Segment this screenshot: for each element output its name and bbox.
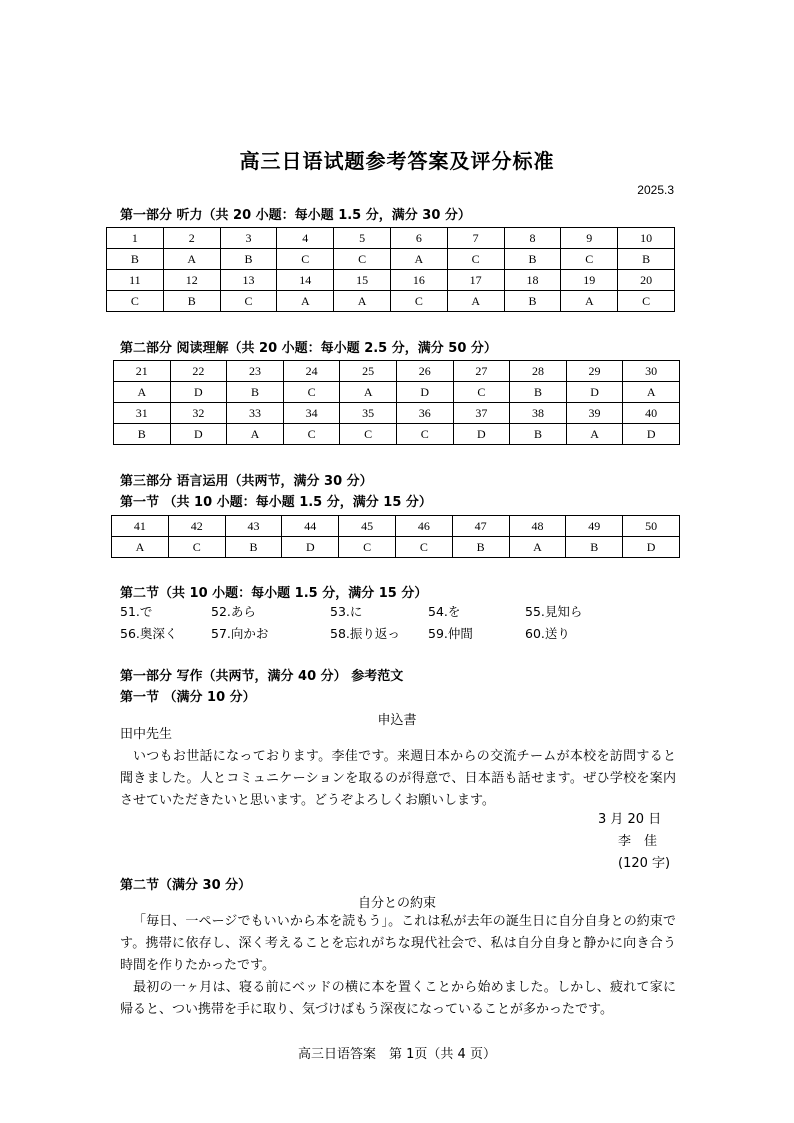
answer-cell: C: [220, 291, 277, 312]
question-number-cell: 29: [566, 361, 623, 382]
question-number-cell: 1: [107, 228, 164, 249]
question-number-cell: 3: [220, 228, 277, 249]
question-number-cell: 8: [504, 228, 561, 249]
question-number-cell: 24: [283, 361, 340, 382]
question-number-cell: 22: [170, 361, 227, 382]
question-number-cell: 41: [112, 516, 169, 537]
question-number-cell: 26: [396, 361, 453, 382]
answer-cell: A: [566, 424, 623, 445]
answer-cell: C: [340, 424, 397, 445]
question-number-row: [107, 270, 675, 291]
question-number-cell: 13: [220, 270, 277, 291]
exam-date: 2025.3: [637, 183, 674, 197]
question-number-cell: 2: [163, 228, 220, 249]
answer-cell: C: [447, 249, 504, 270]
answer-cell: A: [390, 249, 447, 270]
question-number-cell: 12: [163, 270, 220, 291]
question-number-cell: 20: [618, 270, 675, 291]
question-number-cell: 34: [283, 403, 340, 424]
answer-cell: D: [623, 537, 680, 558]
question-number-cell: 37: [453, 403, 510, 424]
question-number-cell: 9: [561, 228, 618, 249]
answer-cell: B: [510, 382, 567, 403]
answer-cell: C: [283, 424, 340, 445]
part3-heading: 第三部分 语言运用（共两节，满分 30 分）: [120, 474, 373, 489]
page-footer: 高三日语答案 第 1页（共 4 页）: [298, 1047, 496, 1062]
fill-answer: 51.で: [120, 604, 153, 619]
question-number-cell: 23: [227, 361, 284, 382]
essay-paragraph-1: 「毎日、一ページでもいいから本を読もう」。これは私が去年の誕生日に自分自身との約束です。携帯に依存し、深く考えることを忘れがちな現代社会で、私は自分自身と静かに向き合う時間を作りたかったです。: [120, 914, 676, 973]
answer-cell: A: [623, 382, 680, 403]
answer-cell: A: [561, 291, 618, 312]
answer-cell: B: [504, 291, 561, 312]
answer-row: [114, 382, 680, 403]
question-number-cell: 16: [390, 270, 447, 291]
part3-section2-heading: 第二节（共 10 小题：每小题 1.5 分，满分 15 分）: [120, 586, 428, 601]
answer-cell: C: [390, 291, 447, 312]
fill-answer: 60.送り: [525, 626, 570, 641]
writing-section2-heading: 第二节（满分 30 分）: [120, 878, 252, 893]
question-number-cell: 50: [623, 516, 680, 537]
answer-cell: D: [566, 382, 623, 403]
answer-cell: C: [453, 382, 510, 403]
fill-answer: 59.仲間: [428, 626, 473, 641]
answer-cell: B: [566, 537, 623, 558]
letter-word-count: (120 字): [618, 856, 671, 871]
answer-cell: C: [283, 382, 340, 403]
part3-answer-table: [111, 515, 680, 558]
answer-cell: C: [396, 424, 453, 445]
fill-answer: 53.に: [330, 604, 363, 619]
answer-cell: A: [112, 537, 169, 558]
question-number-row: [114, 361, 680, 382]
question-number-cell: 35: [340, 403, 397, 424]
answer-cell: C: [107, 291, 164, 312]
question-number-row: [107, 228, 675, 249]
answer-cell: C: [334, 249, 391, 270]
question-number-cell: 36: [396, 403, 453, 424]
answer-cell: D: [170, 424, 227, 445]
question-number-cell: 44: [282, 516, 339, 537]
answer-cell: D: [623, 424, 680, 445]
letter-signature: 李 佳: [618, 834, 658, 849]
letter-body: [120, 746, 676, 812]
question-number-cell: 27: [453, 361, 510, 382]
question-number-cell: 18: [504, 270, 561, 291]
answer-cell: C: [339, 537, 396, 558]
question-number-cell: 40: [623, 403, 680, 424]
answer-row: [112, 537, 680, 558]
question-number-cell: 10: [618, 228, 675, 249]
answer-cell: B: [452, 537, 509, 558]
question-number-cell: 38: [510, 403, 567, 424]
answer-cell: A: [340, 382, 397, 403]
letter-date: 3 月 20 日: [598, 812, 662, 827]
question-number-row: [112, 516, 680, 537]
question-number-cell: 31: [114, 403, 171, 424]
question-number-cell: 5: [334, 228, 391, 249]
answer-cell: D: [396, 382, 453, 403]
essay-paragraph-2: 最初の一ヶ月は、寝る前にベッドの横に本を置くことから始めました。しかし、疲れて家に帰ると、つい携帯を手に取り、気づけばもう深夜になっていることが多かったです。: [120, 980, 676, 1017]
fill-answer: 57.向かお: [211, 626, 269, 641]
part2-heading: 第二部分 阅读理解（共 20 小题：每小题 2.5 分，满分 50 分）: [120, 341, 497, 356]
writing-heading: 第一部分 写作（共两节，满分 40 分） 参考范文: [120, 669, 404, 684]
answer-cell: A: [163, 249, 220, 270]
question-number-cell: 19: [561, 270, 618, 291]
answer-cell: D: [453, 424, 510, 445]
question-number-cell: 45: [339, 516, 396, 537]
answer-cell: D: [282, 537, 339, 558]
answer-cell: A: [509, 537, 566, 558]
answer-row: [114, 424, 680, 445]
answer-cell: C: [618, 291, 675, 312]
answer-cell: B: [163, 291, 220, 312]
answer-row: [107, 249, 675, 270]
question-number-cell: 4: [277, 228, 334, 249]
question-number-cell: 46: [395, 516, 452, 537]
question-number-cell: 33: [227, 403, 284, 424]
page-title: 高三日语试题参考答案及评分标准: [239, 149, 555, 173]
fill-answer: 56.奥深く: [120, 626, 178, 641]
question-number-cell: 11: [107, 270, 164, 291]
question-number-cell: 39: [566, 403, 623, 424]
fill-answer: 58.振り返っ: [330, 626, 400, 641]
answer-cell: A: [277, 291, 334, 312]
question-number-cell: 42: [168, 516, 225, 537]
question-number-cell: 7: [447, 228, 504, 249]
answer-cell: B: [618, 249, 675, 270]
question-number-cell: 48: [509, 516, 566, 537]
question-number-cell: 25: [340, 361, 397, 382]
letter-paragraph: いつもお世話になっております。李佳です。来週日本からの交流チームが本校を訪問すると聞きました。人とコミュニケーションを取るのが得意で、日本語も話せます。ぜひ学校を案内させていただきたいと思います。どうぞよろしくお願いします。: [120, 749, 676, 808]
question-number-row: [114, 403, 680, 424]
fill-answer: 55.見知ら: [525, 604, 583, 619]
part3-section1-heading: 第一节 （共 10 小题：每小题 1.5 分，满分 15 分）: [120, 495, 432, 510]
part1-heading: 第一部分 听力（共 20 小题：每小题 1.5 分，满分 30 分）: [120, 208, 471, 223]
answer-cell: C: [561, 249, 618, 270]
answer-cell: C: [395, 537, 452, 558]
answer-cell: A: [334, 291, 391, 312]
question-number-cell: 17: [447, 270, 504, 291]
letter-salutation: 田中先生: [120, 727, 173, 742]
question-number-cell: 49: [566, 516, 623, 537]
answer-cell: B: [107, 249, 164, 270]
answer-cell: B: [227, 382, 284, 403]
question-number-cell: 32: [170, 403, 227, 424]
fill-answer: 52.あら: [211, 604, 256, 619]
answer-cell: B: [504, 249, 561, 270]
essay-title: 自分との約束: [357, 896, 436, 911]
answer-cell: B: [220, 249, 277, 270]
answer-cell: A: [447, 291, 504, 312]
part2-answer-table: [113, 360, 680, 445]
question-number-cell: 28: [510, 361, 567, 382]
fill-answer: 54.を: [428, 604, 461, 619]
question-number-cell: 47: [452, 516, 509, 537]
writing-section1-heading: 第一节 （满分 10 分）: [120, 690, 256, 705]
answer-cell: B: [225, 537, 282, 558]
answer-row: [107, 291, 675, 312]
essay-body: [120, 911, 676, 1021]
question-number-cell: 14: [277, 270, 334, 291]
part1-answer-table: [106, 227, 675, 312]
question-number-cell: 30: [623, 361, 680, 382]
letter-title: 申込書: [377, 713, 417, 728]
answer-cell: C: [277, 249, 334, 270]
question-number-cell: 43: [225, 516, 282, 537]
answer-cell: C: [168, 537, 225, 558]
answer-cell: D: [170, 382, 227, 403]
answer-cell: B: [510, 424, 567, 445]
answer-cell: A: [227, 424, 284, 445]
question-number-cell: 6: [390, 228, 447, 249]
question-number-cell: 15: [334, 270, 391, 291]
question-number-cell: 21: [114, 361, 171, 382]
answer-cell: B: [114, 424, 171, 445]
answer-cell: A: [114, 382, 171, 403]
